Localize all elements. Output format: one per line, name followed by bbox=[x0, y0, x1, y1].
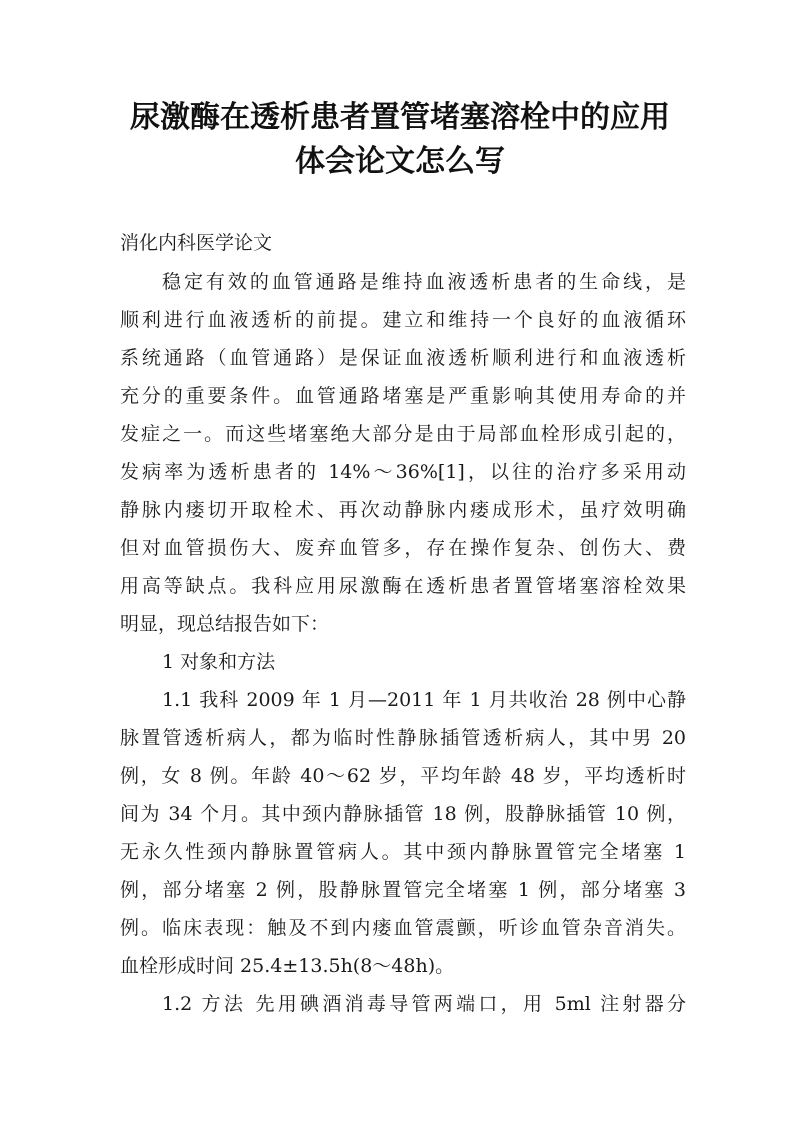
body-line: 例。临床表现：触及不到内瘘血管震颤，听诊血管杂音消失。 bbox=[120, 917, 686, 939]
body-line: 顺利进行血液透析的前提。建立和维持一个良好的血液循环 bbox=[120, 309, 686, 331]
body-line: 例，女 8 例。年龄 40～62 岁，平均年龄 48 岁，平均透析时 bbox=[120, 765, 686, 787]
body-line: 无永久性颈内静脉置管病人。其中颈内静脉置管完全堵塞 1 bbox=[120, 841, 686, 863]
body-line: 用高等缺点。我科应用尿激酶在透析患者置管堵塞溶栓效果 bbox=[120, 575, 686, 597]
document-title-line-2: 体会论文怎么写 bbox=[295, 144, 505, 179]
document-title-line-1: 尿激酶在透析患者置管堵塞溶栓中的应用 bbox=[130, 100, 670, 135]
category-label: 消化内科医学论文 bbox=[120, 232, 273, 254]
body-line: 发症之一。而这些堵塞绝大部分是由于局部血栓形成引起的， bbox=[120, 423, 686, 445]
section-heading: 1 对象和方法 bbox=[162, 651, 276, 673]
body-line: 稳定有效的血管通路是维持血液透析患者的生命线，是 bbox=[162, 271, 686, 293]
body-line: 间为 34 个月。其中颈内静脉插管 18 例，股静脉插管 10 例， bbox=[120, 803, 686, 825]
body-line: 1.1 我科 2009 年 1 月—2011 年 1 月共收治 28 例中心静 bbox=[162, 689, 686, 711]
body-line: 静脉内瘘切开取栓术、再次动静脉内瘘成形术，虽疗效明确 bbox=[120, 499, 686, 521]
body-line: 例，部分堵塞 2 例，股静脉置管完全堵塞 1 例，部分堵塞 3 bbox=[120, 879, 686, 901]
body-line: 明显，现总结报告如下： bbox=[120, 613, 330, 635]
body-line: 系统通路（血管通路）是保证血液透析顺利进行和血液透析 bbox=[120, 347, 686, 369]
body-line: 1.2 方法 先用碘酒消毒导管两端口，用 5ml 注射器分 bbox=[162, 993, 686, 1015]
body-line: 发病率为透析患者的 14%～36%[1]，以往的治疗多采用动 bbox=[120, 461, 686, 483]
body-line: 血栓形成时间 25.4±13.5h(8～48h)。 bbox=[120, 955, 455, 977]
body-line: 但对血管损伤大、废弃血管多，存在操作复杂、创伤大、费 bbox=[120, 537, 686, 559]
body-line: 脉置管透析病人，都为临时性静脉插管透析病人，其中男 20 bbox=[120, 727, 686, 749]
body-line: 充分的重要条件。血管通路堵塞是严重影响其使用寿命的并 bbox=[120, 385, 686, 407]
